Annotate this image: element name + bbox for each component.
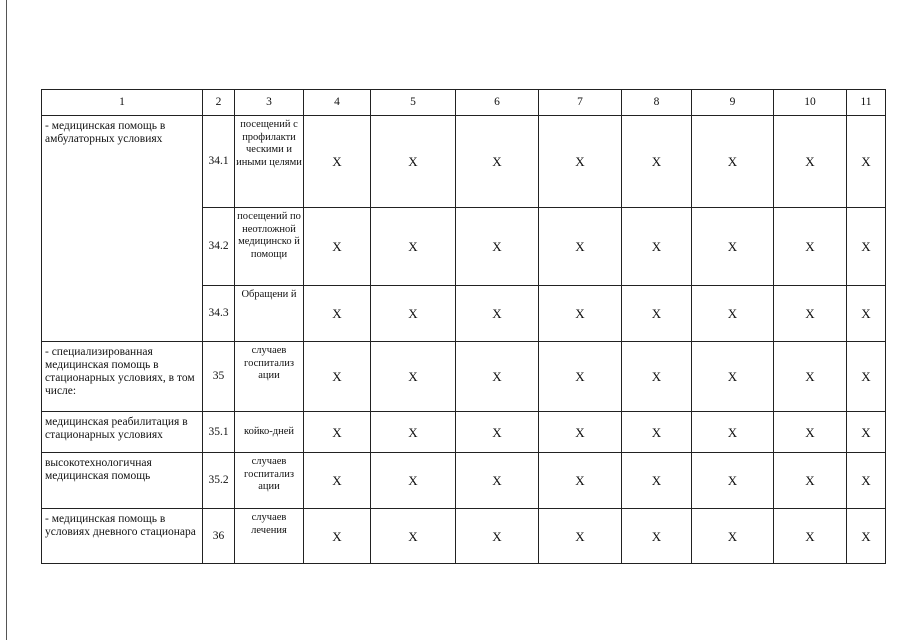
- column-header-7: 7: [539, 90, 622, 116]
- cell-mark: X: [539, 116, 622, 208]
- row-number: 35.2: [203, 453, 235, 509]
- cell-mark: X: [622, 208, 692, 286]
- column-header-1: 1: [42, 90, 203, 116]
- column-header-3: 3: [235, 90, 304, 116]
- column-header-10: 10: [774, 90, 847, 116]
- cell-mark: X: [371, 342, 456, 412]
- cell-mark: X: [456, 116, 539, 208]
- header-row: [42, 90, 886, 116]
- table-row: [42, 453, 886, 509]
- cell-mark: X: [304, 342, 371, 412]
- row-name: - специализированная медицинская помощь в стационарных условиях, в том числе:: [42, 342, 203, 412]
- column-header-2: 2: [203, 90, 235, 116]
- column-header-6: 6: [456, 90, 539, 116]
- cell-mark: X: [456, 412, 539, 453]
- cell-mark: X: [692, 286, 774, 342]
- cell-mark: X: [539, 509, 622, 564]
- table-row: [42, 509, 886, 564]
- cell-mark: X: [774, 412, 847, 453]
- cell-mark: X: [456, 208, 539, 286]
- cell-mark: X: [371, 116, 456, 208]
- data-table: [41, 89, 886, 564]
- table-row: [42, 342, 886, 412]
- column-header-5: 5: [371, 90, 456, 116]
- cell-mark: X: [692, 116, 774, 208]
- column-header-8: 8: [622, 90, 692, 116]
- cell-mark: X: [539, 453, 622, 509]
- row-unit: посещений с профилакти ческими и иными целями: [235, 116, 304, 208]
- cell-mark: X: [539, 286, 622, 342]
- cell-mark: X: [371, 453, 456, 509]
- cell-mark: X: [847, 116, 886, 208]
- cell-mark: X: [304, 509, 371, 564]
- row-unit: Обращени й: [235, 286, 304, 342]
- cell-mark: X: [847, 509, 886, 564]
- cell-mark: X: [304, 208, 371, 286]
- cell-mark: X: [774, 286, 847, 342]
- cell-mark: X: [371, 208, 456, 286]
- cell-mark: X: [847, 412, 886, 453]
- cell-mark: X: [692, 412, 774, 453]
- row-unit: посещений по неотложной медицинско й помощи: [235, 208, 304, 286]
- row-unit: случаев госпитализ ации: [235, 342, 304, 412]
- cell-mark: X: [847, 342, 886, 412]
- cell-mark: X: [304, 286, 371, 342]
- cell-mark: X: [692, 342, 774, 412]
- cell-mark: X: [847, 453, 886, 509]
- row-number: 34.1: [203, 116, 235, 208]
- cell-mark: X: [456, 342, 539, 412]
- cell-mark: X: [692, 208, 774, 286]
- table-row: [42, 116, 886, 208]
- cell-mark: X: [539, 342, 622, 412]
- cell-mark: X: [622, 509, 692, 564]
- cell-mark: X: [774, 509, 847, 564]
- cell-mark: X: [622, 116, 692, 208]
- cell-mark: X: [622, 286, 692, 342]
- cell-mark: X: [371, 509, 456, 564]
- column-header-9: 9: [692, 90, 774, 116]
- cell-mark: X: [774, 208, 847, 286]
- row-name: высокотехнологичная медицинская помощь: [42, 453, 203, 509]
- column-header-4: 4: [304, 90, 371, 116]
- row-unit: случаев лечения: [235, 509, 304, 564]
- row-unit: койко-дней: [235, 412, 304, 453]
- row-name: - медицинская помощь в условиях дневного стационара: [42, 509, 203, 564]
- cell-mark: X: [622, 453, 692, 509]
- cell-mark: X: [456, 509, 539, 564]
- row-number: 34.2: [203, 208, 235, 286]
- cell-mark: X: [304, 412, 371, 453]
- cell-mark: X: [304, 116, 371, 208]
- cell-mark: X: [622, 342, 692, 412]
- row-unit: случаев госпитализ ации: [235, 453, 304, 509]
- cell-mark: X: [847, 286, 886, 342]
- row-number: 36: [203, 509, 235, 564]
- cell-mark: X: [456, 286, 539, 342]
- cell-mark: X: [456, 453, 539, 509]
- column-header-11: 11: [847, 90, 886, 116]
- cell-mark: X: [539, 412, 622, 453]
- cell-mark: X: [847, 208, 886, 286]
- cell-mark: X: [371, 286, 456, 342]
- cell-mark: X: [774, 342, 847, 412]
- row-name: медицинская реабилитация в стационарных условиях: [42, 412, 203, 453]
- row-number: 35: [203, 342, 235, 412]
- cell-mark: X: [539, 208, 622, 286]
- page-margin-line: [6, 0, 7, 640]
- cell-mark: X: [774, 453, 847, 509]
- row-number: 35.1: [203, 412, 235, 453]
- row-number: 34.3: [203, 286, 235, 342]
- table-row: [42, 412, 886, 453]
- cell-mark: X: [692, 453, 774, 509]
- cell-mark: X: [692, 509, 774, 564]
- cell-mark: X: [304, 453, 371, 509]
- cell-mark: X: [371, 412, 456, 453]
- row-name: - медицинская помощь в амбулаторных условиях: [42, 116, 203, 342]
- cell-mark: X: [622, 412, 692, 453]
- cell-mark: X: [774, 116, 847, 208]
